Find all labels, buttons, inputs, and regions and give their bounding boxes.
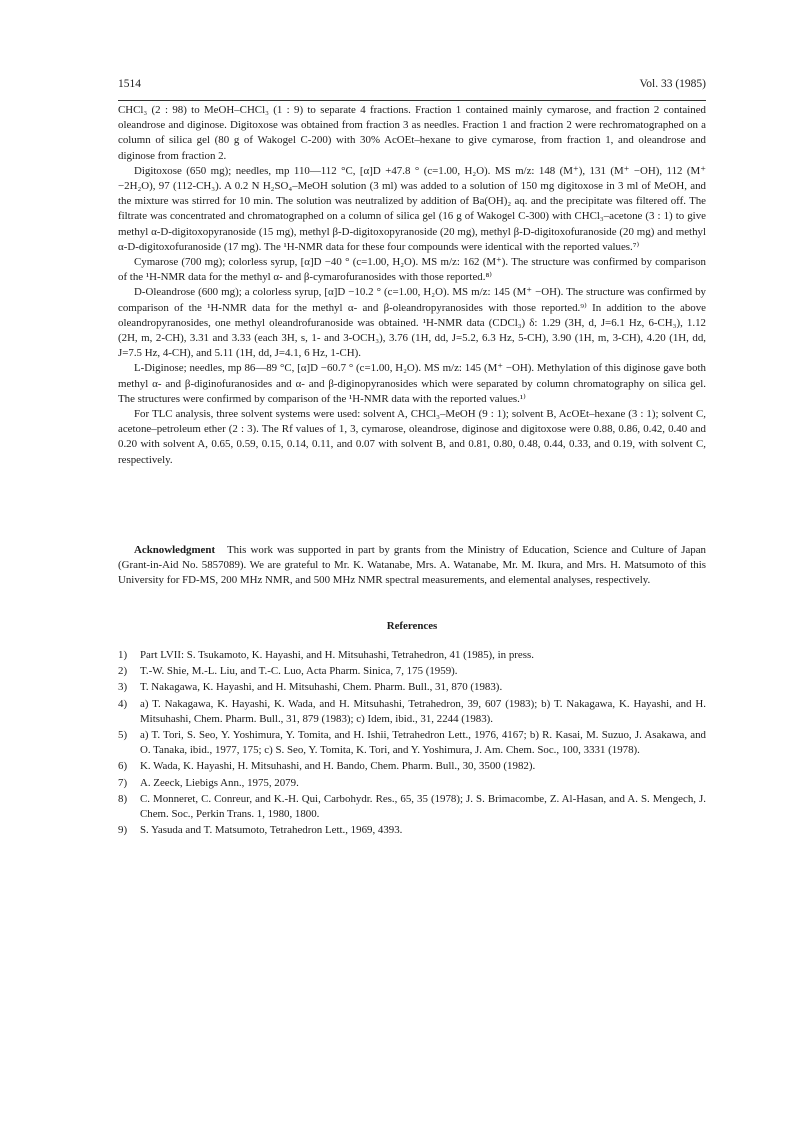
reference-number: 2) [118, 665, 128, 678]
reference-item [118, 759, 706, 774]
reference-text: S. Yasuda and T. Matsumoto, Tetrahedron Lett., 1969, 4393. [140, 824, 403, 837]
page-number: 1514 [118, 78, 141, 90]
reference-item [118, 823, 706, 838]
reference-text: K. Wada, K. Hayashi, H. Mitsuhashi, and H. Bando, Chem. Pharm. Bull., 30, 3500 (1982). [140, 760, 536, 773]
paragraph-fractionation: CHCl₃ (2 : 98) to MeOH–CHCl₃ (1 : 9) to separate 4 fractions. Fraction 1 contained mainly cymarose, and fraction 2 contained oleandrose and diginose. Digitoxose was obtained from fraction 3 as needles. Fraction 1 and fraction 2 were rechromatographed on a column of silica gel (80 g of Wakogel C-200) with 30% AcOEt–hexane to give cymarose, from fraction 1, and oleandrose and diginose from fraction 2. [118, 104, 706, 162]
paragraph-digitoxose: Digitoxose (650 mg); needles, mp 110—112 °C, [α]D +47.8 ° (c=1.00, H₂O). MS m/z: 148 (M⁺), 131 (M⁺ −OH), 112 (M⁺ −2H₂O), 97 (112-CH₃). A 0.2 N H₂SO₄–MeOH solution (3 ml) was added to a solution of 150 mg digitoxose in 3 ml of MeOH, and the mixture was stirred for 10 min. The solution was neutralized by addition of Ba(OH)₂ aq. and the precipitate was filtered off. The filtrate was concentrated and chromatographed on a column of silica gel (16 g of Wakogel C-300) with CHCl₃–acetone (3 : 1) to give methyl α-D-digitoxopyranoside (15 mg), methyl β-D-digitoxopyranoside (20 mg), methyl β-D-digitoxofuranoside (20 mg) and methyl α-D-digitoxofuranoside (17 mg). The ¹H-NMR data for these four compounds were identical with the reported values.⁷⁾ [118, 164, 706, 253]
reference-text: a) T. Nakagawa, K. Hayashi, K. Wada, and H. Mitsuhashi, Tetrahedron, 39, 607 (1983); b) T. Nakagawa, K. Hayashi, and H. Mitsuhashi, Chem. Pharm. Bull., 31, 879 (1983); c) Idem, ibid., 31, 2244 (1983). [140, 697, 706, 725]
reference-item [118, 648, 706, 663]
reference-number: 6) [118, 760, 128, 773]
reference-text: C. Monneret, C. Conreur, and K.-H. Qui, Carbohydr. Res., 65, 35 (1978); J. S. Brimacombe, Z. Al-Hasan, and A. S. Mengech, J. Chem. Soc., Perkin Trans. 1, 1980, 1800. [140, 792, 706, 821]
page-header [118, 78, 706, 100]
reference-item [118, 697, 706, 727]
running-head-volume: Vol. 33 (1985) [639, 78, 706, 90]
paragraph-tlc-analysis: For TLC analysis, three solvent systems were used: solvent A, CHCl₃–MeOH (9 : 1); solvent B, AcOEt–hexane (3 : 1); solvent C, acetone–petroleum ether (2 : 3). The Rf values of 1, 3, cymarose, oleandrose, diginose and digitoxose were 0.88, 0.86, 0.42, 0.40 and 0.20 with solvent A, 0.65, 0.59, 0.15, 0.14, 0.11, and 0.07 with solvent B, and 0.81, 0.80, 0.48, 0.44, 0.33, and 0.19, with solvent C, respectively. [118, 408, 706, 466]
references-title: References [386, 620, 438, 632]
reference-text: T. Nakagawa, K. Hayashi, and H. Mitsuhashi, Chem. Pharm. Bull., 31, 870 (1983). [140, 681, 503, 694]
references-list [118, 648, 706, 839]
paragraph-cymarose: Cymarose (700 mg); colorless syrup, [α]D −40 ° (c=1.00, H₂O). MS m/z: 162 (M⁺). The structure was confirmed by comparison of the ¹H-NMR data for the methyl α- and β-cymarofuranosides with those reported.⁸⁾ [118, 256, 706, 284]
reference-item [118, 792, 706, 822]
paragraph-oleandrose: D-Oleandrose (600 mg); a colorless syrup, [α]D −10.2 ° (c=1.00, H₂O). MS m/z: 145 (M⁺ −OH). The structure was confirmed by comparison of the ¹H-NMR data for the methyl α- and β-oleandropyranosides with those reported.⁹⁾ In addition to the above oleandropyranosides, one methyl oleandrofuranoside was obtained. ¹H-NMR data (CDCl₃) δ: 1.29 (3H, d, J=6.1 Hz, 6-CH₃), 1.12 (2H, m, 2-CH), 3.31 and 3.33 (each 3H, s, 1- and 3-OCH₃), 3.76 (1H, dd, J=5.2, 6.3 Hz, 5-CH), 3.90 (1H, m, 3-CH), 4.20 (1H, dd, J=7.5 Hz, 4-CH), and 5.11 (1H, dd, J=4.1, 6 Hz, 1-CH). [118, 286, 706, 360]
acknowledgment-section [118, 543, 706, 589]
reference-text: a) T. Tori, S. Seo, Y. Yoshimura, Y. Tomita, and H. Ishii, Tetrahedron Lett., 1976, 4167; b) R. Kasai, M. Suzuo, J. Asakawa, and O. Tanaka, ibid., 1977, 175; c) S. Seo, Y. Tomita, K. Tori, and Y. Yoshimura, J. Am. Chem. Soc., 100, 3331 (1978). [140, 729, 706, 757]
reference-item [118, 680, 706, 695]
reference-text: T.-W. Shie, M.-L. Liu, and T.-C. Luo, Acta Pharm. Sinica, 7, 175 (1959). [140, 665, 458, 678]
reference-number: 8) [118, 792, 128, 805]
reference-item [118, 664, 706, 679]
header-rule [118, 100, 706, 101]
reference-number: 5) [118, 729, 128, 742]
acknowledgment-heading: Acknowledgment [134, 544, 216, 556]
reference-item [118, 776, 706, 791]
reference-number: 4) [118, 697, 128, 710]
acknowledgment-text: This work was supported in part by grants from the Ministry of Education, Science and Culture of Japan (Grant-in-Aid No. 5857089). We are grateful to Mr. K. Watanabe, Mrs. A. Watanabe, Mr. M. Ikura, and Mrs. H. Matsumoto of this University for FD-MS, 200 MHz NMR, and 500 MHz NMR spectral measurements, and elemental analyses, respectively. [118, 544, 707, 587]
experimental-section [118, 103, 706, 468]
reference-number: 9) [118, 824, 128, 837]
paragraph-diginose: L-Diginose; needles, mp 86—89 °C, [α]D −60.7 ° (c=1.00, H₂O). MS m/z: 145 (M⁺ −OH). Methylation of this diginose gave both methyl α- and β-diginofuranosides and α- and β-diginopyranosides which were separated by column chromatography on silica gel. The structures were confirmed by comparison of the ¹H-NMR data with the reported values.¹⁾ [118, 362, 706, 405]
reference-text: Part LVII: S. Tsukamoto, K. Hayashi, and H. Mitsuhashi, Tetrahedron, 41 (1985), in press. [140, 649, 534, 661]
reference-number: 7) [118, 776, 128, 789]
reference-number: 1) [118, 649, 128, 661]
reference-text: A. Zeeck, Liebigs Ann., 1975, 2079. [140, 776, 299, 789]
reference-number: 3) [118, 681, 128, 694]
reference-item [118, 728, 706, 758]
